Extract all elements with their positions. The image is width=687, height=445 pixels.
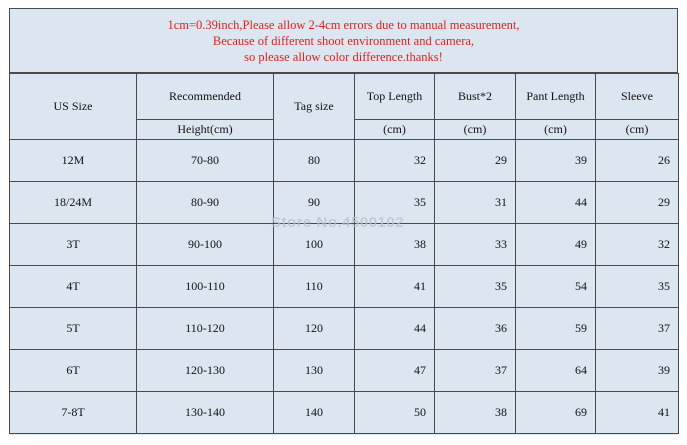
cell-top-length: 41	[355, 266, 435, 308]
cell-us-size: 4T	[10, 266, 137, 308]
cell-sleeve: 41	[596, 392, 679, 434]
cell-us-size: 5T	[10, 308, 137, 350]
cell-pant-length: 69	[516, 392, 596, 434]
cell-bust: 33	[435, 224, 516, 266]
table-row	[10, 308, 679, 350]
cell-pant-length: 49	[516, 224, 596, 266]
cell-height: 70-80	[137, 140, 274, 182]
cell-height: 110-120	[137, 308, 274, 350]
cell-bust: 31	[435, 182, 516, 224]
cell-us-size: 18/24M	[10, 182, 137, 224]
table-row	[10, 266, 679, 308]
cell-height: 100-110	[137, 266, 274, 308]
cell-tag-size: 100	[274, 224, 355, 266]
cell-us-size: 3T	[10, 224, 137, 266]
cell-bust: 38	[435, 392, 516, 434]
cell-pant-length: 44	[516, 182, 596, 224]
cell-height: 80-90	[137, 182, 274, 224]
notice-banner	[9, 8, 678, 73]
cell-height: 90-100	[137, 224, 274, 266]
cell-tag-size: 110	[274, 266, 355, 308]
table-row	[10, 224, 679, 266]
table-row	[10, 140, 679, 182]
cell-tag-size: 80	[274, 140, 355, 182]
cell-bust: 37	[435, 350, 516, 392]
store-watermark: Store No.4500102	[271, 214, 405, 231]
size-table	[9, 73, 679, 434]
cell-us-size: 12M	[10, 140, 137, 182]
header-bust-unit: (cm)	[435, 120, 516, 140]
header-top-length-unit: (cm)	[355, 120, 435, 140]
notice-line-2: Because of different shoot environment and camera,	[212, 33, 475, 48]
cell-top-length: 44	[355, 308, 435, 350]
cell-tag-size: 140	[274, 392, 355, 434]
header-recommended: Recommended	[137, 74, 274, 120]
cell-sleeve: 35	[596, 266, 679, 308]
cell-us-size: 7-8T	[10, 392, 137, 434]
notice-line-3: so please allow color difference.thanks!	[244, 49, 443, 64]
cell-pant-length: 64	[516, 350, 596, 392]
header-top-length: Top Length	[355, 74, 435, 120]
cell-bust: 36	[435, 308, 516, 350]
cell-us-size: 6T	[10, 350, 137, 392]
notice-line-1: 1cm=0.39inch,Please allow 2-4cm errors due to manual measurement,	[167, 17, 520, 32]
cell-top-length: 32	[355, 140, 435, 182]
cell-sleeve: 29	[596, 182, 679, 224]
cell-top-length: 50	[355, 392, 435, 434]
table-row	[10, 182, 679, 224]
header-bust: Bust*2	[435, 74, 516, 120]
header-pant-length-unit: (cm)	[516, 120, 596, 140]
cell-bust: 29	[435, 140, 516, 182]
cell-sleeve: 39	[596, 350, 679, 392]
cell-pant-length: 54	[516, 266, 596, 308]
cell-sleeve: 26	[596, 140, 679, 182]
cell-pant-length: 59	[516, 308, 596, 350]
cell-sleeve: 37	[596, 308, 679, 350]
table-row	[10, 392, 679, 434]
cell-top-length: 47	[355, 350, 435, 392]
cell-height: 120-130	[137, 350, 274, 392]
cell-top-length: 38	[355, 224, 435, 266]
header-sleeve: Sleeve	[596, 74, 679, 120]
cell-bust: 35	[435, 266, 516, 308]
table-row	[10, 350, 679, 392]
cell-top-length: 35	[355, 182, 435, 224]
cell-tag-size: 120	[274, 308, 355, 350]
cell-pant-length: 39	[516, 140, 596, 182]
header-height-cm: Height(cm)	[137, 120, 274, 140]
cell-sleeve: 32	[596, 224, 679, 266]
header-tag-size: Tag size	[274, 74, 355, 140]
header-sleeve-unit: (cm)	[596, 120, 679, 140]
size-chart	[9, 8, 678, 435]
cell-height: 130-140	[137, 392, 274, 434]
header-us-size: US Size	[10, 74, 137, 140]
header-pant-length: Pant Length	[516, 74, 596, 120]
cell-tag-size: 90	[274, 182, 355, 224]
cell-tag-size: 130	[274, 350, 355, 392]
header-row	[10, 74, 679, 120]
